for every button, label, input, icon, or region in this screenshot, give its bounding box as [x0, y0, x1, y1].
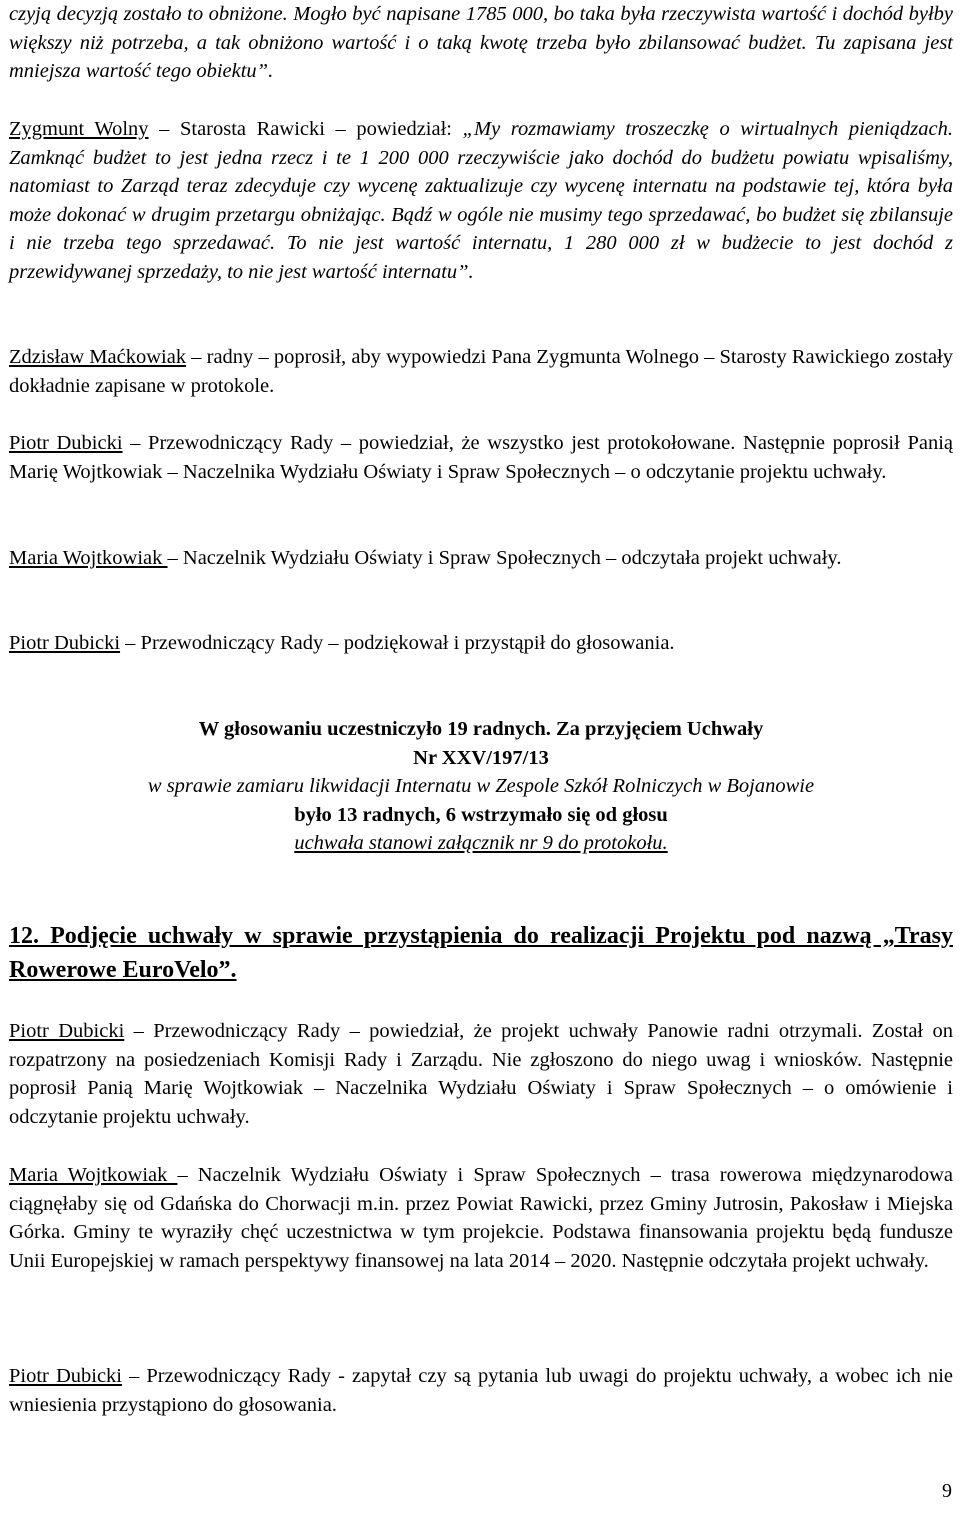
- paragraph-wolny-statement: [9, 115, 953, 287]
- paragraph-mackowiak: [9, 343, 953, 400]
- speaker-name: Maria Wojtkowiak: [9, 1164, 178, 1186]
- statement-text: – Naczelnik Wydziału Oświaty i Spraw Społecznych – trasa rowerowa międzynarodowa ciągnęłaby się od Gdańska do Chorwacji m.in. przez Powiat Rawicki, przez Gminy Jutrosin, Pakosław i Miejska Górka. Gminy te wyraziły chęć uczestnictwa w tym projekcie. Podstawa finansowania projektu będą fundusze Unii Europejskiej w ramach perspektywy finansowej na lata 2014 – 2020. Następnie odczytała projekt uchwały.: [9, 1164, 953, 1272]
- speaker-name: Piotr Dubicki: [9, 632, 121, 654]
- section-heading: 12. Podjęcie uchwały w sprawie przystąpienia do realizacji Projektu pod nazwą „Trasy Rowerowe EuroVelo”.: [9, 923, 953, 983]
- quoted-statement: „My rozmawiamy troszeczkę o wirtualnych pieniądzach. Zamknąć budżet to jest jedna rzecz i te 1 200 000 rzeczywiście jako dochód do budżetu powiatu wpisaliśmy, natomiast to Zarząd teraz zdecyduje czy wycenę zaktualizuje czy wycenę internatu na podstawie tej, która była może dokonać w drugim przetargu obniżając. Bądź w ogóle nie musimy tego sprzedawać, bo budżet się zbilansuje i nie trzeba tego sprzedawać. To nie jest wartość internatu, 1 280 000 zł w budżecie to jest dochód z przewidywanej sprzedaży, to nie jest wartość internatu”.: [9, 118, 954, 283]
- paragraph-wojtkowiak-reading: [9, 544, 953, 573]
- statement-text: – radny – poprosił, aby wypowiedzi Pana Zygmunta Wolnego – Starosty Rawickiego zostały dokładnie zapisane w protokole.: [9, 346, 953, 397]
- resolution-subject: w sprawie zamiaru likwidacji Internatu w Zespole Szkół Rolniczych w Bojanowie: [147, 775, 815, 798]
- statement-text: – Naczelnik Wydziału Oświaty i Spraw Społecznych – odczytała projekt uchwały.: [167, 547, 842, 569]
- paragraph-dubicki-protocol: [9, 429, 953, 486]
- resolution-number: Nr XXV/197/13: [413, 746, 549, 769]
- resolution-attachment-note: uchwała stanowi załącznik nr 9 do protokołu.: [294, 832, 668, 855]
- statement-text: – Przewodniczący Rady - zapytał czy są pytania lub uwagi do projektu uchwały, a wobec ich nie wniesienia przystąpiono do głosowania.: [9, 1365, 954, 1416]
- paragraph-wojtkowiak-eurovelo: [9, 1161, 953, 1275]
- page-number: 9: [942, 1480, 952, 1502]
- speaker-name: Maria Wojtkowiak: [9, 547, 168, 569]
- vote-result-block: [9, 715, 953, 858]
- speaker-name: Piotr Dubicki: [9, 1365, 122, 1387]
- statement-text: – Przewodniczący Rady – podziękował i przystąpił do głosowania.: [120, 632, 675, 654]
- vote-count: było 13 radnych, 6 wstrzymało się od głosu: [294, 803, 668, 826]
- speaker-name: Piotr Dubicki: [9, 1020, 125, 1042]
- paragraph-continuation: czyją decyzją zostało to obniżone. Mogło być napisane 1785 000, bo taka była rzeczywista wartość i dochód byłby większy niż potrzeba, a tak obniżono wartość i o taką kwotę trzeba było zbilansować budżet. Tu zapisana jest mniejsza wartość tego obiektu”.: [9, 3, 953, 83]
- statement-text: – Przewodniczący Rady – powiedział, że wszystko jest protokołowane. Następnie poprosił Panią Marię Wojtkowiak – Naczelnika Wydziału Oświaty i Spraw Społecznych – o odczytanie projektu uchwały.: [9, 432, 953, 483]
- paragraph-dubicki-eurovelo: [9, 1017, 953, 1131]
- vote-participation: W głosowaniu uczestniczyło 19 radnych. Za przyjęciem Uchwały: [198, 718, 764, 740]
- statement-text: – Przewodniczący Rady – powiedział, że projekt uchwały Panowie radni otrzymali. Został on rozpatrzony na posiedzeniach Komisji Rady i Zarządu. Nie zgłoszono do niego uwag i wniosków. Następnie poprosił Panią Marię Wojtkowiak – Naczelnika Wydziału Oświaty i Spraw Społecznych – o omówienie i odczytanie projektu uchwały.: [9, 1020, 953, 1128]
- paragraph-dubicki-questions: [9, 1362, 953, 1419]
- speaker-name: Zygmunt Wolny: [9, 118, 149, 140]
- speaker-role: – Starosta Rawicki – powiedział:: [148, 118, 463, 140]
- speaker-name: Zdzisław Maćkowiak: [9, 346, 187, 368]
- paragraph-dubicki-vote: [9, 629, 953, 658]
- speaker-name: Piotr Dubicki: [9, 432, 123, 454]
